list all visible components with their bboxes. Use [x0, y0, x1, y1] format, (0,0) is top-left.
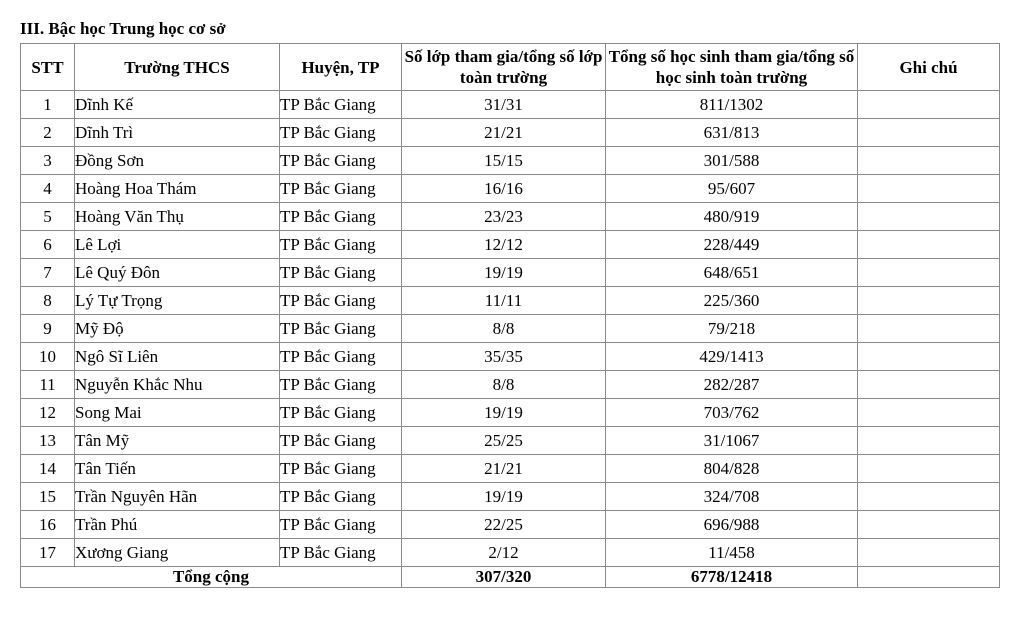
- table-row: [21, 147, 1000, 175]
- cell-note: [858, 147, 1000, 175]
- cell-stt: 9: [21, 315, 75, 343]
- header-district: Huyện, TP: [280, 44, 402, 91]
- table-row: [21, 539, 1000, 567]
- table-row: [21, 455, 1000, 483]
- cell-classes: 19/19: [402, 483, 606, 511]
- cell-school: Dĩnh Kế: [75, 91, 280, 119]
- cell-school: Hoàng Văn Thụ: [75, 203, 280, 231]
- cell-school: Lê Lợi: [75, 231, 280, 259]
- cell-stt: 4: [21, 175, 75, 203]
- cell-district: TP Bắc Giang: [280, 147, 402, 175]
- cell-students: 79/218: [606, 315, 858, 343]
- cell-district: TP Bắc Giang: [280, 427, 402, 455]
- header-school: Trường THCS: [75, 44, 280, 91]
- table-body: [21, 91, 1000, 567]
- cell-school: Dĩnh Trì: [75, 119, 280, 147]
- table-row: [21, 371, 1000, 399]
- cell-stt: 5: [21, 203, 75, 231]
- cell-stt: 8: [21, 287, 75, 315]
- cell-district: TP Bắc Giang: [280, 287, 402, 315]
- cell-students: 631/813: [606, 119, 858, 147]
- cell-district: TP Bắc Giang: [280, 483, 402, 511]
- cell-note: [858, 483, 1000, 511]
- total-label: Tổng cộng: [21, 567, 402, 588]
- cell-students: 696/988: [606, 511, 858, 539]
- cell-classes: 25/25: [402, 427, 606, 455]
- table-row: [21, 427, 1000, 455]
- cell-note: [858, 511, 1000, 539]
- cell-note: [858, 427, 1000, 455]
- cell-classes: 8/8: [402, 315, 606, 343]
- table-row: [21, 203, 1000, 231]
- header-stt: STT: [21, 44, 75, 91]
- header-students: Tổng số học sinh tham gia/tổng số học sinh toàn trường: [606, 44, 858, 91]
- cell-stt: 15: [21, 483, 75, 511]
- cell-students: 703/762: [606, 399, 858, 427]
- cell-note: [858, 315, 1000, 343]
- cell-students: 804/828: [606, 455, 858, 483]
- cell-classes: 2/12: [402, 539, 606, 567]
- cell-school: Lý Tự Trọng: [75, 287, 280, 315]
- cell-note: [858, 343, 1000, 371]
- table-row: [21, 259, 1000, 287]
- cell-stt: 7: [21, 259, 75, 287]
- cell-school: Trần Phú: [75, 511, 280, 539]
- cell-school: Hoàng Hoa Thám: [75, 175, 280, 203]
- cell-stt: 2: [21, 119, 75, 147]
- table-row: [21, 511, 1000, 539]
- cell-classes: 21/21: [402, 455, 606, 483]
- table-row: [21, 483, 1000, 511]
- cell-stt: 6: [21, 231, 75, 259]
- cell-students: 324/708: [606, 483, 858, 511]
- header-note: Ghi chú: [858, 44, 1000, 91]
- cell-students: 648/651: [606, 259, 858, 287]
- table-row: [21, 343, 1000, 371]
- cell-school: Song Mai: [75, 399, 280, 427]
- cell-school: Lê Quý Đôn: [75, 259, 280, 287]
- cell-stt: 16: [21, 511, 75, 539]
- total-students: 6778/12418: [606, 567, 858, 588]
- cell-note: [858, 371, 1000, 399]
- cell-school: Tân Tiến: [75, 455, 280, 483]
- table-row: [21, 175, 1000, 203]
- cell-students: 429/1413: [606, 343, 858, 371]
- cell-district: TP Bắc Giang: [280, 231, 402, 259]
- cell-school: Mỹ Độ: [75, 315, 280, 343]
- total-classes: 307/320: [402, 567, 606, 588]
- cell-classes: 15/15: [402, 147, 606, 175]
- table-row: [21, 315, 1000, 343]
- cell-school: Ngô Sĩ Liên: [75, 343, 280, 371]
- cell-students: 228/449: [606, 231, 858, 259]
- cell-stt: 17: [21, 539, 75, 567]
- cell-students: 95/607: [606, 175, 858, 203]
- table-row: [21, 91, 1000, 119]
- header-classes: Số lớp tham gia/tổng số lớp toàn trường: [402, 44, 606, 91]
- total-row: [21, 567, 1000, 588]
- cell-school: Đồng Sơn: [75, 147, 280, 175]
- cell-district: TP Bắc Giang: [280, 343, 402, 371]
- cell-classes: 19/19: [402, 399, 606, 427]
- cell-district: TP Bắc Giang: [280, 315, 402, 343]
- table-row: [21, 399, 1000, 427]
- cell-classes: 22/25: [402, 511, 606, 539]
- total-note: [858, 567, 1000, 588]
- cell-note: [858, 259, 1000, 287]
- cell-school: Tân Mỹ: [75, 427, 280, 455]
- cell-district: TP Bắc Giang: [280, 371, 402, 399]
- cell-students: 225/360: [606, 287, 858, 315]
- cell-stt: 13: [21, 427, 75, 455]
- cell-note: [858, 287, 1000, 315]
- cell-classes: 35/35: [402, 343, 606, 371]
- cell-stt: 3: [21, 147, 75, 175]
- cell-note: [858, 539, 1000, 567]
- section-title: III. Bậc học Trung học cơ sở: [20, 19, 226, 38]
- cell-note: [858, 119, 1000, 147]
- cell-students: 480/919: [606, 203, 858, 231]
- cell-note: [858, 231, 1000, 259]
- cell-note: [858, 91, 1000, 119]
- table-header: [21, 44, 1000, 91]
- cell-classes: 19/19: [402, 259, 606, 287]
- header-row: [21, 44, 1000, 91]
- cell-note: [858, 455, 1000, 483]
- cell-students: 11/458: [606, 539, 858, 567]
- cell-district: TP Bắc Giang: [280, 203, 402, 231]
- cell-school: Trần Nguyên Hãn: [75, 483, 280, 511]
- schools-table: [20, 43, 1000, 588]
- cell-district: TP Bắc Giang: [280, 539, 402, 567]
- cell-district: TP Bắc Giang: [280, 119, 402, 147]
- cell-classes: 12/12: [402, 231, 606, 259]
- cell-stt: 10: [21, 343, 75, 371]
- cell-note: [858, 175, 1000, 203]
- table-row: [21, 287, 1000, 315]
- table-row: [21, 231, 1000, 259]
- cell-school: Nguyễn Khắc Nhu: [75, 371, 280, 399]
- cell-district: TP Bắc Giang: [280, 175, 402, 203]
- cell-district: TP Bắc Giang: [280, 455, 402, 483]
- cell-district: TP Bắc Giang: [280, 399, 402, 427]
- cell-note: [858, 203, 1000, 231]
- cell-stt: 14: [21, 455, 75, 483]
- cell-district: TP Bắc Giang: [280, 91, 402, 119]
- cell-classes: 16/16: [402, 175, 606, 203]
- cell-students: 31/1067: [606, 427, 858, 455]
- cell-stt: 12: [21, 399, 75, 427]
- cell-students: 301/588: [606, 147, 858, 175]
- cell-students: 282/287: [606, 371, 858, 399]
- cell-note: [858, 399, 1000, 427]
- table-row: [21, 119, 1000, 147]
- cell-classes: 21/21: [402, 119, 606, 147]
- cell-district: TP Bắc Giang: [280, 259, 402, 287]
- cell-classes: 31/31: [402, 91, 606, 119]
- cell-school: Xương Giang: [75, 539, 280, 567]
- cell-classes: 23/23: [402, 203, 606, 231]
- cell-students: 811/1302: [606, 91, 858, 119]
- cell-classes: 8/8: [402, 371, 606, 399]
- cell-district: TP Bắc Giang: [280, 511, 402, 539]
- cell-stt: 11: [21, 371, 75, 399]
- cell-classes: 11/11: [402, 287, 606, 315]
- cell-stt: 1: [21, 91, 75, 119]
